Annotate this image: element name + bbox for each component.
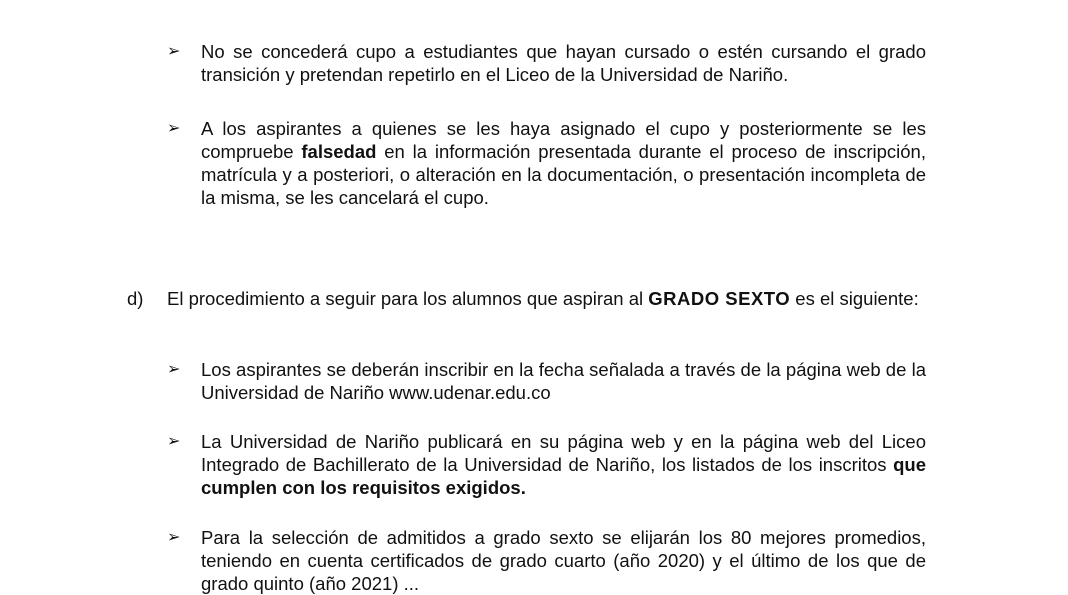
- arrow-bullet-icon: ➢: [167, 120, 181, 137]
- bullet-item: [167, 358, 926, 404]
- arrow-bullet-icon: ➢: [167, 43, 181, 60]
- arrow-bullet-icon: ➢: [167, 361, 181, 378]
- bullet-text: No se concederá cupo a estudiantes que hayan cursado o estén cursando el grado transición y pretendan repetirlo en el Liceo de la Universidad de Nariño.: [201, 41, 926, 85]
- bullet-text: A los aspirantes a quienes se les haya asignado el cupo y posteriormente se les compruebe falsedad en la información presentada durante el proceso de inscripción, matrícula y a posteriori, o alteración en la documentación, o presentación incompleta de la misma, se les cancelará el cupo.: [201, 118, 926, 208]
- bullet-item: [167, 430, 926, 499]
- bullet-item: [167, 40, 926, 86]
- arrow-bullet-icon: ➢: [167, 433, 181, 450]
- bullet-text: La Universidad de Nariño publicará en su página web y en la página web del Liceo Integrado de Bachillerato de la Universidad de Nariño, los listados de los inscritos que cumplen con los requisitos exigidos.: [201, 431, 926, 498]
- bullet-item: [167, 117, 926, 209]
- section-d-paragraph: d) El procedimiento a seguir para los alumnos que aspiran al GRADO SEXTO es el siguiente:: [127, 288, 919, 309]
- bullet-text: Para la selección de admitidos a grado sexto se elijarán los 80 mejores promedios, teniendo en cuenta certificados de grado cuarto (año 2020) y el último de los que de grado quinto (año 2021) ...: [201, 527, 926, 594]
- arrow-bullet-icon: ➢: [167, 529, 181, 546]
- bullet-text: Los aspirantes se deberán inscribir en la fecha señalada a través de la página web de la Universidad de Nariño www.udenar.edu.co: [201, 359, 926, 403]
- section-label: d): [127, 288, 144, 309]
- bullet-item: [167, 526, 926, 595]
